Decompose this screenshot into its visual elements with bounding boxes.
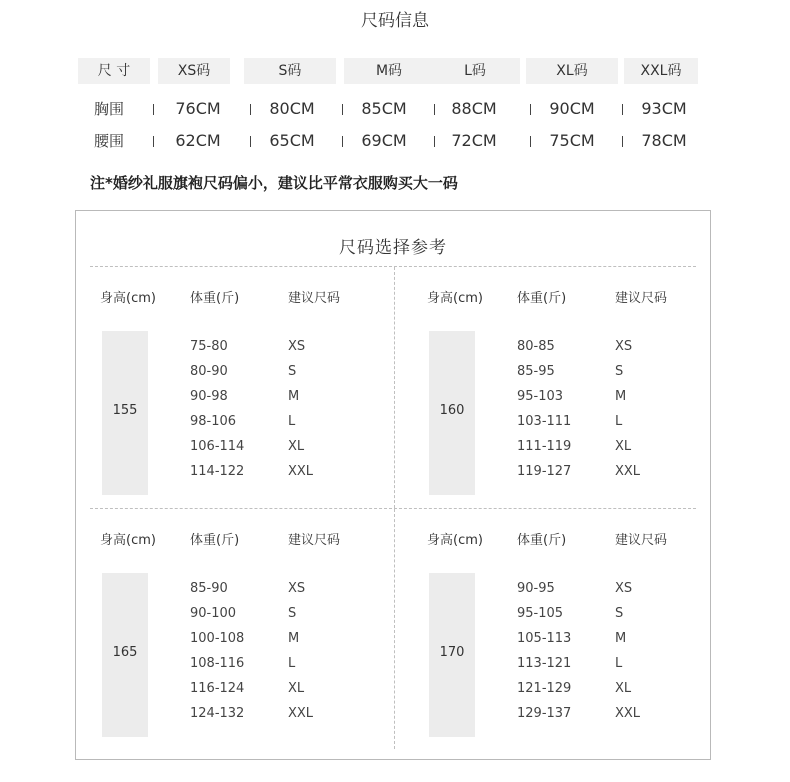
bust-value: 93CM: [641, 99, 687, 118]
waist-row: [78, 129, 698, 153]
recommended-size: XS: [288, 339, 306, 354]
recommended-size: M: [288, 631, 300, 646]
height-value: 165: [112, 645, 138, 660]
weight-range: 119-127: [517, 464, 572, 479]
divider: [394, 509, 395, 749]
weight-range: 105-113: [517, 631, 572, 646]
weight-range: 95-105: [517, 606, 564, 621]
recommended-size: M: [288, 389, 300, 404]
recommended-size: XXL: [288, 464, 314, 479]
weight-range: 103-111: [517, 414, 572, 429]
guide-group-160: [403, 287, 703, 527]
height-column-header: 身高(cm): [100, 291, 156, 306]
waist-value: 62CM: [175, 131, 221, 150]
weight-range: 85-90: [190, 581, 228, 596]
height-box: [429, 331, 475, 495]
recommended-size: M: [615, 631, 627, 646]
weight-range: 80-90: [190, 364, 228, 379]
waist-value: 69CM: [361, 131, 407, 150]
recommended-size: L: [615, 656, 623, 671]
weight-range: 85-95: [517, 364, 555, 379]
size-header-xl: XL码: [526, 58, 618, 84]
divider: [394, 267, 395, 508]
bust-label: 胸围: [94, 100, 125, 118]
weight-range: 113-121: [517, 656, 572, 671]
height-box: [102, 331, 148, 495]
weight-range: 116-124: [190, 681, 245, 696]
size-header-label: 尺 寸: [78, 58, 150, 84]
size-column-header: 建议尺码: [288, 533, 341, 548]
size-header-row: [78, 58, 698, 84]
size-guide-title: 尺码选择参考: [339, 238, 447, 258]
height-value: 170: [439, 645, 465, 660]
height-column-header: 身高(cm): [427, 533, 483, 548]
weight-range: 98-106: [190, 414, 237, 429]
weight-column-header: 体重(斤): [190, 291, 240, 306]
recommended-size: L: [615, 414, 623, 429]
recommended-size: XS: [615, 581, 633, 596]
size-header-l: L码: [430, 58, 520, 84]
height-value: 160: [439, 403, 465, 418]
weight-range: 90-95: [517, 581, 555, 596]
weight-range: 121-129: [517, 681, 572, 696]
weight-column-header: 体重(斤): [190, 533, 240, 548]
weight-range: 80-85: [517, 339, 555, 354]
size-note: 注*婚纱礼服旗袍尺码偏小，建议比平常衣服购买大一码: [90, 174, 458, 192]
divider: [90, 266, 696, 267]
recommended-size: S: [615, 606, 624, 621]
waist-label: 腰围: [94, 132, 125, 150]
weight-column-header: 体重(斤): [517, 291, 567, 306]
recommended-size: S: [288, 364, 297, 379]
waist-value: 78CM: [641, 131, 687, 150]
height-column-header: 身高(cm): [427, 291, 483, 306]
height-box: [102, 573, 148, 737]
size-header-m: M码: [344, 58, 434, 84]
size-column-header: 建议尺码: [615, 291, 668, 306]
recommended-size: XL: [615, 439, 632, 454]
recommended-size: XL: [615, 681, 632, 696]
weight-range: 114-122: [190, 464, 245, 479]
weight-range: 106-114: [190, 439, 245, 454]
waist-value: 65CM: [269, 131, 315, 150]
waist-value: 72CM: [451, 131, 497, 150]
page-title: 尺码信息: [361, 11, 429, 31]
bust-value: 76CM: [175, 99, 221, 118]
size-column-header: 建议尺码: [615, 533, 668, 548]
height-column-header: 身高(cm): [100, 533, 156, 548]
recommended-size: L: [288, 414, 296, 429]
bust-value: 90CM: [549, 99, 595, 118]
recommended-size: XXL: [288, 706, 314, 721]
weight-range: 95-103: [517, 389, 564, 404]
weight-range: 108-116: [190, 656, 245, 671]
recommended-size: XL: [288, 439, 305, 454]
height-value: 155: [112, 403, 138, 418]
size-guide-panel: [75, 210, 711, 760]
weight-range: 90-98: [190, 389, 228, 404]
bust-value: 88CM: [451, 99, 497, 118]
recommended-size: XS: [615, 339, 633, 354]
recommended-size: S: [288, 606, 297, 621]
size-header-xxl: XXL码: [624, 58, 698, 84]
weight-column-header: 体重(斤): [517, 533, 567, 548]
recommended-size: S: [615, 364, 624, 379]
guide-group-165: [76, 529, 376, 769]
recommended-size: XL: [288, 681, 305, 696]
size-column-header: 建议尺码: [288, 291, 341, 306]
waist-value: 75CM: [549, 131, 595, 150]
height-box: [429, 573, 475, 737]
weight-range: 124-132: [190, 706, 245, 721]
weight-range: 90-100: [190, 606, 237, 621]
recommended-size: XS: [288, 581, 306, 596]
recommended-size: L: [288, 656, 296, 671]
bust-row: [78, 97, 698, 121]
recommended-size: M: [615, 389, 627, 404]
recommended-size: XXL: [615, 464, 641, 479]
guide-group-155: [76, 287, 376, 527]
weight-range: 129-137: [517, 706, 572, 721]
recommended-size: XXL: [615, 706, 641, 721]
bust-value: 85CM: [361, 99, 407, 118]
size-header-xs: XS码: [158, 58, 230, 84]
size-header-s: S码: [244, 58, 336, 84]
weight-range: 111-119: [517, 439, 572, 454]
weight-range: 75-80: [190, 339, 228, 354]
weight-range: 100-108: [190, 631, 245, 646]
bust-value: 80CM: [269, 99, 315, 118]
guide-group-170: [403, 529, 703, 769]
